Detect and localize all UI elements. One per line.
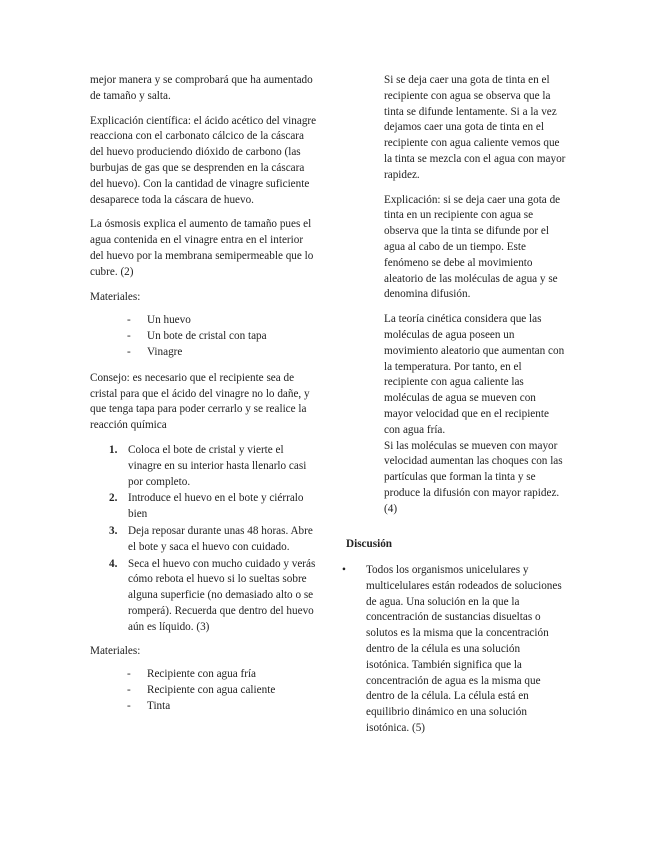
section-heading-discussion: Discusión — [346, 538, 393, 550]
materials-list-egg — [90, 313, 318, 360]
list-item: - Tinta — [127, 699, 318, 715]
step-item — [109, 443, 318, 490]
paragraph-kinetic-theory: La teoría cinética considera que las moléculas de agua poseen un movimiento aleatorio que aumentan con la temperatura. Por tanto, en el recipiente con agua caliente las moléculas de agua se mueven con mayor velocidad que en el recipiente con agua fría. — [384, 313, 565, 436]
discussion-text: Todos los organismos unicelulares y multicelulares están rodeados de soluciones de agua. Una solución en la que la concentración de sustancias disueltas o solutos es la misma que la concentración dentro de la célula es una solución isotónica. También significa que la concentración de agua es la misma que dentro de la célula. La célula está en equilibrio dinámico en una solución isotónica. (5) — [366, 564, 562, 734]
step-text: Seca el huevo con mucho cuidado y verás cómo rebota el huevo si lo sueltas sobre alguna superficie (no demasiado alto o se romperá). Recuerda que dentro del huevo aún es líquido. (3) — [128, 557, 316, 633]
paragraph-ink-observation: Si se deja caer una gota de tinta en el recipiente con agua se observa que la tinta se difunde lentamente. Si a la vez dejamos caer una gota de tinta en el recipiente con agua caliente vemos que la tinta se mezcla con el agua con mayor rapidez. — [384, 74, 566, 181]
step-item — [109, 557, 318, 636]
list-item: - Recipiente con agua fría — [127, 667, 318, 683]
steps-list — [90, 443, 318, 636]
step-text: Deja reposar durante unas 48 horas. Abre el bote y saca el huevo con cuidado. — [128, 524, 313, 553]
step-number: 3. — [109, 524, 118, 537]
step-number: 4. — [109, 557, 118, 570]
discussion-bullet — [342, 563, 566, 737]
paragraph-tip: Consejo: es necesario que el recipiente sea de cristal para que el ácido del vinagre no lo dañe, y que tenga tapa para poder cerrarlo y se realice la reacción química — [90, 371, 310, 432]
list-item: - Vinagre — [127, 345, 318, 361]
paragraph-scientific-explanation: Explicación científica: el ácido acético del vinagre reacciona con el carbonato cálcico de la cáscara del huevo produciendo dióxido de carbono (las burbujas de gas que se desprenden en la cáscara del huevo). Con la cantidad de vinagre suficiente desaparece toda la cáscara de huevo. — [90, 114, 317, 206]
list-item: - Recipiente con agua caliente — [127, 683, 318, 699]
paragraph-intro: mejor manera y se comprobará que ha aumentado de tamaño y salta. — [90, 74, 313, 102]
left-column — [90, 73, 318, 725]
step-text: Introduce el huevo en el bote y ciérralo bien — [128, 492, 304, 521]
list-item: - Un bote de cristal con tapa — [127, 329, 318, 345]
paragraph-diffusion-speed: Si las moléculas se mueven con mayor velocidad aumentan las choques con las partículas que forman la tinta y se produce la difusión con mayor rapidez. (4) — [384, 439, 563, 515]
materials-list-ink — [90, 667, 318, 714]
step-number: 2. — [109, 492, 118, 505]
paragraph-explanation: Explicación: si se deja caer una gota de tinta en un recipiente con agua se observa que la tinta se difunde por el agua al cabo de un tiempo. Este fenómeno se debe al movimiento aleatorio de las moléculas de agua y se denomina difusión. — [384, 193, 561, 301]
step-item — [109, 524, 318, 556]
materials-label: Materiales: — [90, 290, 141, 303]
list-item: - Un huevo — [127, 313, 318, 329]
materials-label: Materiales: — [90, 644, 141, 657]
step-text: Coloca el bote de cristal y vierte el vinagre en su interior hasta llenarlo casi por completo. — [128, 443, 307, 488]
step-number: 1. — [109, 443, 118, 456]
paragraph-osmosis: La ósmosis explica el aumento de tamaño pues el agua contenida en el vinagre entra en el interior del huevo por la membrana semipermeable que lo cubre. (2) — [90, 218, 314, 278]
right-column — [384, 73, 566, 527]
step-item — [109, 491, 318, 523]
bullet-icon: • — [342, 564, 346, 576]
